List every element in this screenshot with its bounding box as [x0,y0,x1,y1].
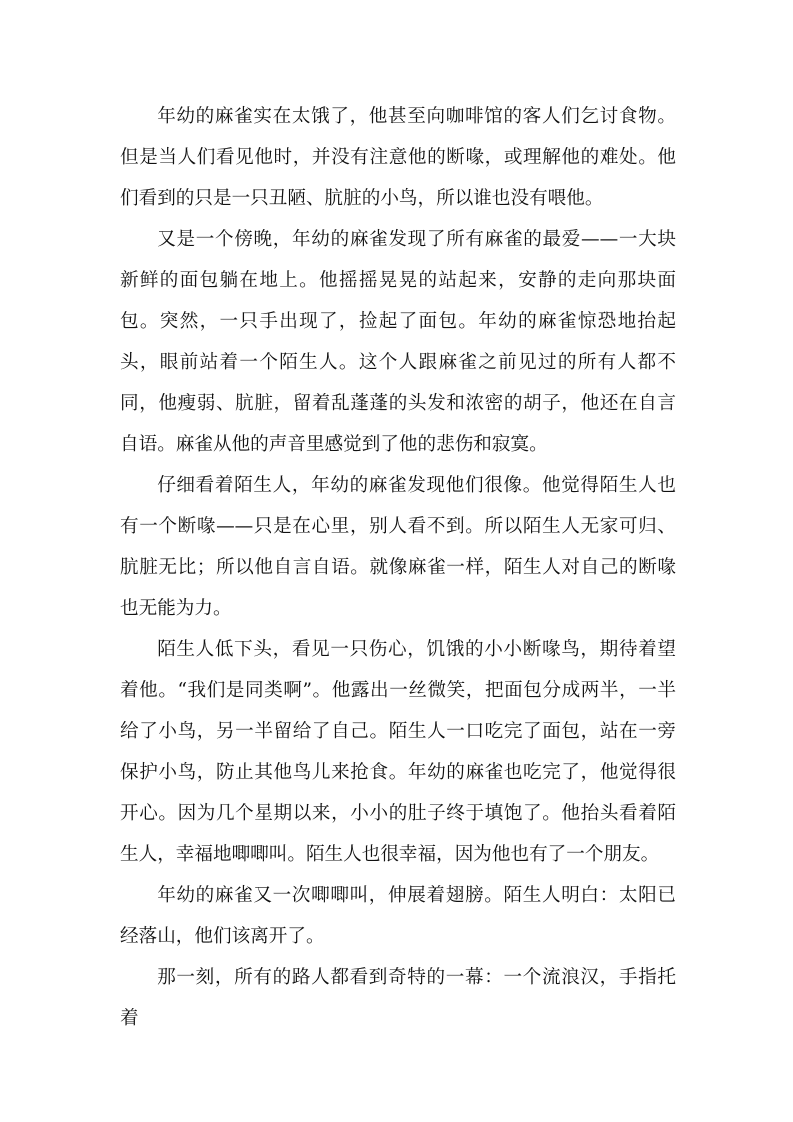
paragraph: 陌生人低下头，看见一只伤心，饥饿的小小断喙鸟，期待着望着他。“我们是同类啊”。他露出一丝微笑，把面包分成两半，一半给了小鸟，另一半留给了自己。陌生人一口吃完了面包，站在一旁保护小鸟，防止其他鸟儿来抢食。年幼的麻雀也吃完了，他觉得很开心。因为几个星期以来，小小的肚子终于填饱了。他抬头看着陌生人，幸福地唧唧叫。陌生人也很幸福，因为他也有了一个朋友。 [120,639,676,865]
paragraph: 那一刻，所有的路人都看到奇特的一幕：一个流浪汉，手指托着 [120,967,676,1029]
paragraph: 仔细看着陌生人，年幼的麻雀发现他们很像。他觉得陌生人也有一个断喙——只是在心里，别人看不到。所以陌生人无家可归、肮脏无比；所以他自言自语。就像麻雀一样，陌生人对自己的断喙也无能为力。 [120,475,676,619]
paragraph: 年幼的麻雀实在太饿了，他甚至向咖啡馆的客人们乞讨食物。但是当人们看见他时，并没有注意他的断喙，或理解他的难处。他们看到的只是一只丑陋、肮脏的小鸟，所以谁也没有喂他。 [120,106,676,209]
story-text [120,96,676,1039]
paragraph: 年幼的麻雀又一次唧唧叫，伸展着翅膀。陌生人明白：太阳已经落山，他们该离开了。 [120,885,676,947]
paragraph: 又是一个傍晚，年幼的麻雀发现了所有麻雀的最爱——一大块新鲜的面包躺在地上。他摇摇晃晃的站起来，安静的走向那块面包。突然，一只手出现了，捡起了面包。年幼的麻雀惊恐地抬起头，眼前站着一个陌生人。这个人跟麻雀之前见过的所有人都不同，他瘦弱、肮脏，留着乱蓬蓬的头发和浓密的胡子，他还在自言自语。麻雀从他的声音里感觉到了他的悲伤和寂寞。 [120,229,676,455]
